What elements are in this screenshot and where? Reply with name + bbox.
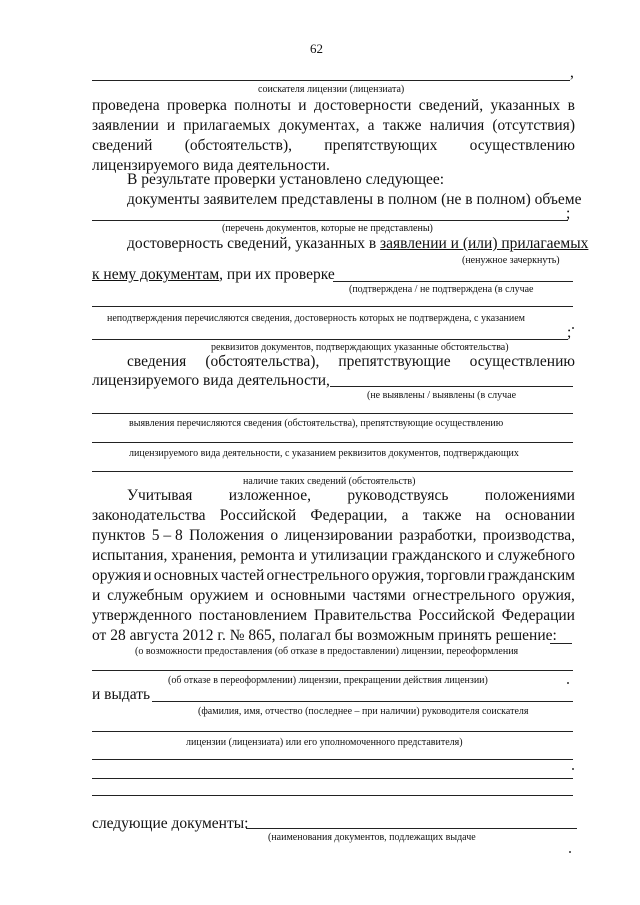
reliability-caption-3: реквизитов документов, подтверждающих указанные обстоятельства) — [211, 342, 509, 353]
strike-out-note: (ненужное зачеркнуть) — [462, 255, 560, 266]
applicant-name-line — [92, 80, 570, 81]
issue-line — [152, 701, 573, 702]
circumstances-line-2: лицензируемого вида деятельности, — [92, 372, 330, 389]
following-docs-caption: (наименования документов, подлежащих выдаче — [268, 832, 476, 843]
circumstances-caption-2: выявления перечисляются сведения (обстоятельства), препятствующие осуществлению — [129, 418, 504, 429]
issue-caption-1: (фамилия, имя, отчество (последнее – при наличии) руководителя соискателя — [198, 706, 529, 717]
conclusion-line-3: пунктов 5 – 8 Положения о лицензировании разработки, производства, — [92, 527, 575, 544]
reliability-semicolon: ; — [567, 324, 572, 341]
decision-short-line — [550, 643, 572, 644]
following-docs-label: следующие документы: — [92, 815, 249, 832]
result-intro: В результате проверки установлено следующее: — [127, 171, 445, 188]
following-docs-line — [246, 828, 577, 829]
conclusion-line-5: оружия и основных частей огнестрельного оружия, торговли гражданским — [92, 567, 575, 584]
reliability-blank-line-2 — [92, 306, 573, 307]
paragraph-1-line-1: проведена проверка полноты и достоверности сведений, указанных в — [92, 97, 575, 114]
conclusion-line-7: утвержденного постановлением Правительства Российской Федерации — [92, 607, 575, 624]
scan-speck — [572, 768, 574, 770]
issue-label: и выдать — [92, 686, 151, 703]
circumstances-blank-line-4 — [92, 471, 573, 472]
conclusion-line-1: Учитывая изложенное, руководствуясь положениями — [127, 487, 575, 504]
issue-caption-2: лицензии (лицензиата) или его уполномоченного представителя) — [186, 737, 463, 748]
circumstances-line — [330, 386, 573, 387]
documents-semicolon: ; — [566, 205, 571, 222]
conclusion-line-6: и служебным оружием и основными частями огнестрельного оружия, — [92, 587, 575, 604]
reliability-check-line — [333, 281, 573, 282]
scan-speck — [567, 682, 569, 684]
reliability-blank-line-3 — [92, 339, 568, 340]
circumstances-caption-4: наличие таких сведений (обстоятельств) — [243, 476, 416, 487]
blank-line-c — [92, 795, 573, 796]
scan-speck — [572, 327, 574, 329]
reliability-caption-1: (подтверждена / не подтверждена (в случае — [349, 284, 534, 295]
applicant-caption: соискателя лицензии (лицензиата) — [258, 84, 405, 95]
decision-blank-line-2 — [92, 670, 573, 671]
circumstances-line-1: сведения (обстоятельства), препятствующие осуществлению — [127, 353, 575, 370]
circumstances-caption-1: (не выявлены / выявлены (в случае — [367, 390, 517, 401]
documents-statement: документы заявителем представлены в полном (не в полном) объеме — [127, 191, 582, 208]
circumstances-blank-line-3 — [92, 442, 573, 443]
scan-speck — [569, 851, 571, 853]
blank-line-b — [92, 778, 573, 779]
reliability-line-1: достоверность сведений, указанных в заявлении и (или) прилагаемых — [127, 235, 589, 252]
top-comma: , — [570, 64, 574, 81]
page-number: 62 — [310, 41, 323, 56]
circumstances-caption-3: лицензируемого вида деятельности, с указанием реквизитов документов, подтверждающих — [129, 448, 519, 459]
documents-caption: (перечень документов, которые не представлены) — [222, 223, 433, 234]
documents-blank-line — [92, 220, 568, 221]
paragraph-1-line-3: сведений (обстоятельств), препятствующих осуществлению — [92, 137, 575, 154]
paragraph-1-line-4: лицензируемого вида деятельности. — [92, 157, 330, 174]
conclusion-line-2: законодательства Российской Федерации, а также на основании — [92, 507, 575, 524]
paragraph-1-line-2: заявлении и прилагаемых документах, а также наличия (отсутствия) — [92, 117, 575, 134]
blank-line-a — [92, 759, 573, 760]
conclusion-line-4: испытания, хранения, ремонта и утилизации гражданского и служебного — [92, 547, 575, 564]
circumstances-blank-line-2 — [92, 413, 573, 414]
reliability-caption-2: неподтверждения перечисляются сведения, достоверность которых не подтверждена, с указанием — [107, 313, 525, 324]
decision-caption-2: (об отказе в переоформлении) лицензии, прекращении действия лицензии) — [168, 675, 488, 686]
conclusion-line-8: от 28 августа 2012 г. № 865, полагал бы возможным принять решение: — [92, 627, 557, 644]
issue-blank-line-2 — [92, 731, 573, 732]
reliability-line-2: к нему документам, при их проверке — [92, 266, 335, 283]
decision-caption-1: (о возможности предоставления (об отказе в предоставлении) лицензии, переоформления — [135, 646, 519, 657]
